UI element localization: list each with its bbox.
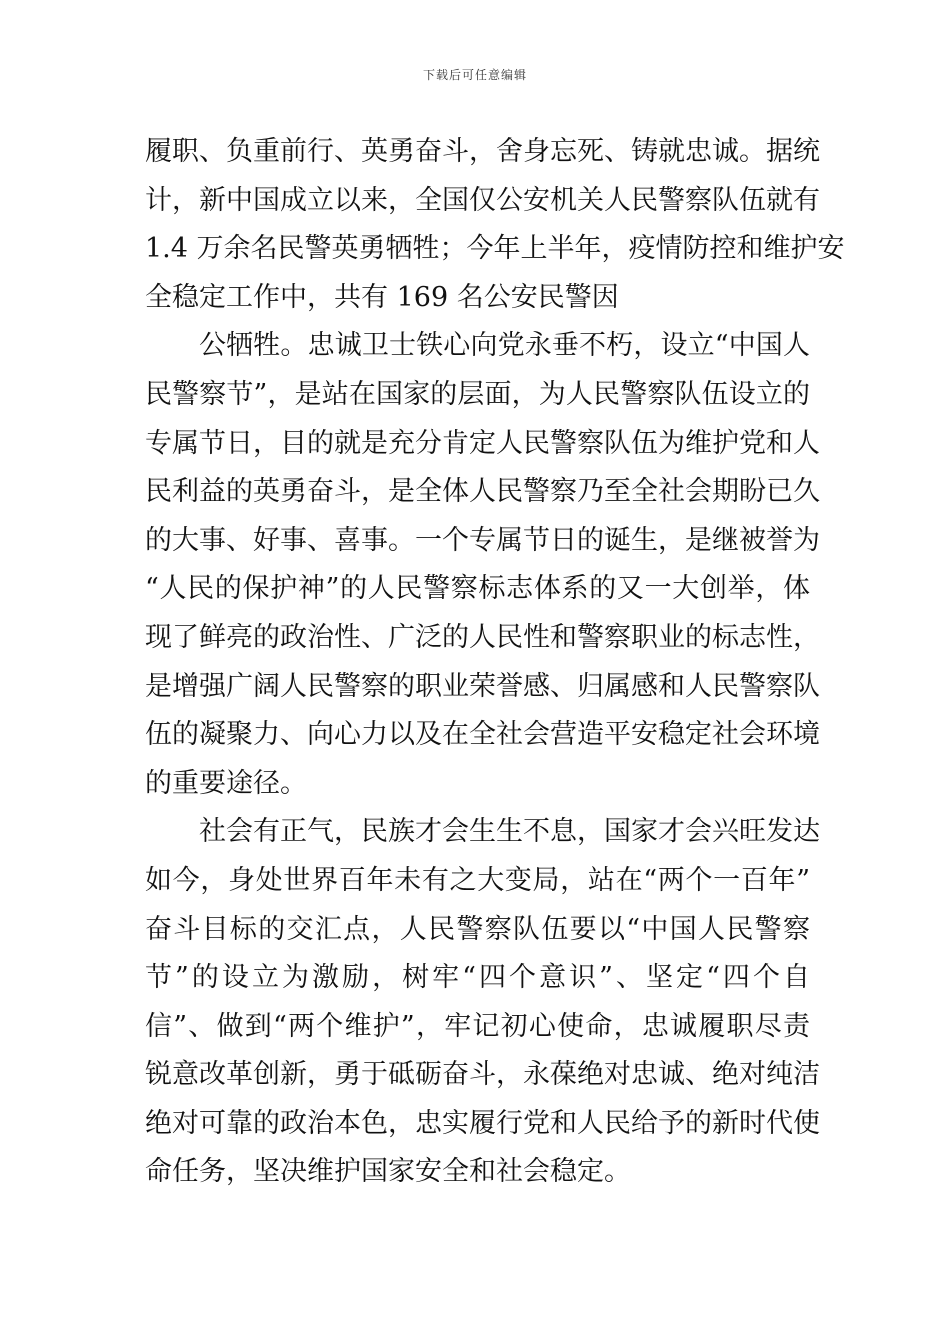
text-line: 的重要途径。 xyxy=(145,767,307,799)
text-line: 奋斗目标的交汇点，人民警察队伍要以“中国人民警察 xyxy=(145,913,810,945)
text-line: 信”、做到“两个维护”，牢记初心使命，忠诚履职尽责 xyxy=(145,1010,810,1042)
text-line: 绝对可靠的政治本色，忠实履行党和人民给予的新时代使 xyxy=(145,1107,820,1139)
text-line: 锐意改革创新，勇于砥砺奋斗，永葆绝对忠诚、绝对纯洁 xyxy=(145,1059,820,1091)
text-line: 如今，身处世界百年未有之大变局，站在“两个一百年” xyxy=(145,864,810,896)
page-header-note: 下载后可任意编辑 xyxy=(422,68,527,82)
text-line: 的大事、好事、喜事。一个专属节日的诞生，是继被誉为 xyxy=(145,524,820,556)
text-line: 命任务，坚决维护国家安全和社会稳定。 xyxy=(145,1156,631,1188)
text-line: 公牺牲。忠诚卫士铁心向党永垂不朽，设立“中国人 xyxy=(199,330,810,362)
text-line: 民警察节”，是站在国家的层面，为人民警察队伍设立的 xyxy=(145,378,810,410)
text-line: 民利益的英勇奋斗，是全体人民警察乃至全社会期盼已久 xyxy=(145,476,820,508)
text-line: 现了鲜亮的政治性、广泛的人民性和警察职业的标志性， xyxy=(145,621,820,653)
document-body xyxy=(145,128,845,1197)
text-line: 伍的凝聚力、向心力以及在全社会营造平安稳定社会环境 xyxy=(145,719,820,751)
text-line: 社会有正气，民族才会生生不息，国家才会兴旺发达 xyxy=(199,816,820,848)
text-line: “人民的保护神”的人民警察标志体系的又一大创举，体 xyxy=(145,573,810,605)
paragraph-3 xyxy=(145,808,820,1197)
text-line: 是增强广阔人民警察的职业荣誉感、归属感和人民警察队 xyxy=(145,670,820,702)
paragraph-2 xyxy=(145,322,820,808)
text-line: 节”的设立为激励，树牢“四个意识”、坚定“四个自 xyxy=(145,962,810,994)
text-line: 1.4 万余名民警英勇牺牲；今年上半年，疫情防控和维护安 xyxy=(145,233,845,265)
paragraph-1 xyxy=(145,128,845,322)
text-line: 履职、负重前行、英勇奋斗，舍身忘死、铸就忠诚。据统 xyxy=(145,136,820,167)
text-line: 专属节日，目的就是充分肯定人民警察队伍为维护党和人 xyxy=(145,427,820,459)
text-line: 计，新中国成立以来，全国仅公安机关人民警察队伍就有 xyxy=(145,184,820,216)
text-line: 全稳定工作中，共有 169 名公安民警因 xyxy=(145,281,619,313)
